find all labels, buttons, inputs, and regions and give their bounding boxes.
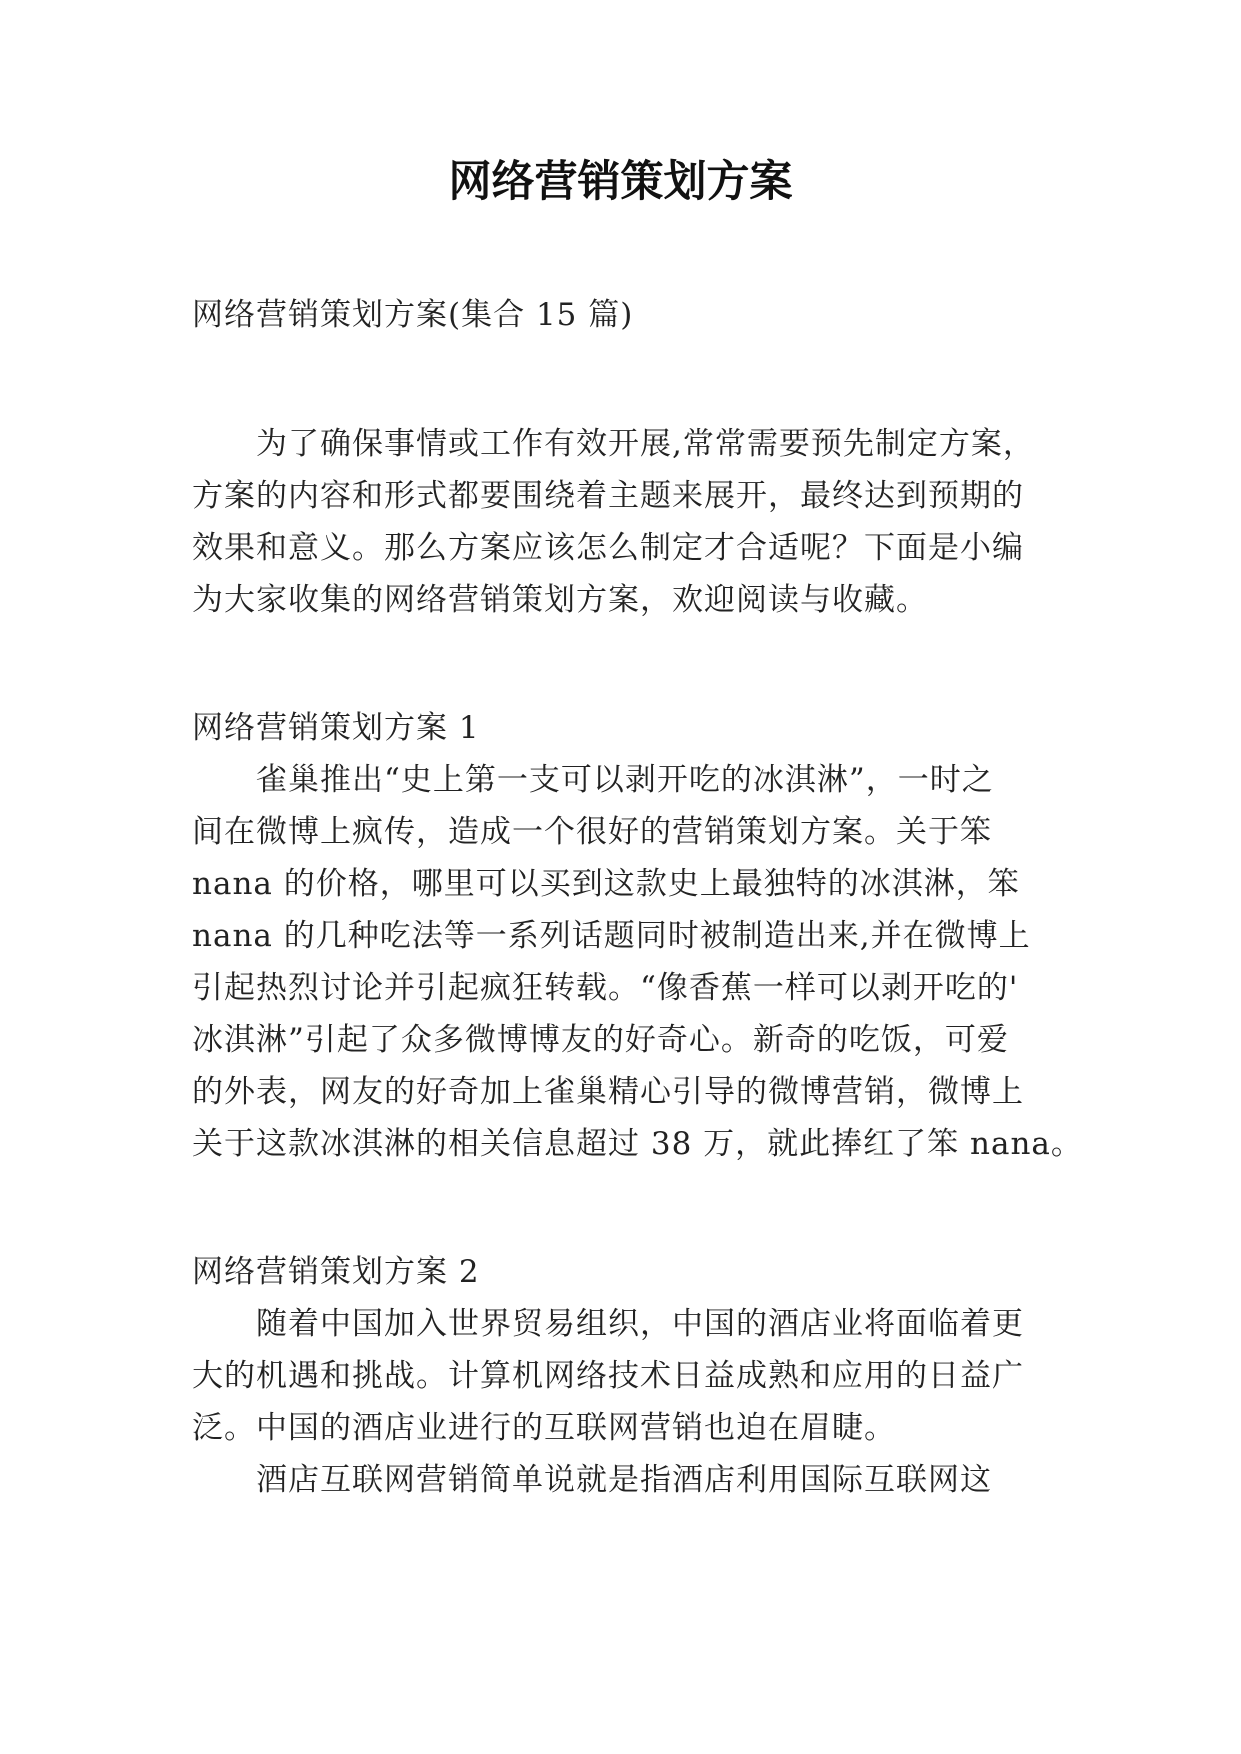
document-subtitle: 网络营销策划方案(集合 15 篇) (192, 297, 634, 333)
body-line: 冰淇淋”引起了众多微博博友的好奇心。新奇的吃饭，可爱 (192, 1022, 1009, 1058)
body-line: nana 的几种吃法等一系列话题同时被制造出来,并在微博上 (192, 918, 1031, 954)
body-line: 的外表，网友的好奇加上雀巢精心引导的微博营销，微博上 (192, 1074, 1024, 1110)
body-line: 间在微博上疯传，造成一个很好的营销策划方案。关于笨 (192, 814, 992, 850)
body-line: 关于这款冰淇淋的相关信息超过 38 万，就此捧红了笨 nana。 (192, 1126, 1083, 1162)
section-heading: 网络营销策划方案 2 (192, 1254, 480, 1290)
body-line: nana 的价格，哪里可以买到这款史上最独特的冰淇淋，笨 (192, 866, 1020, 902)
intro-line: 方案的内容和形式都要围绕着主题来展开，最终达到预期的 (192, 478, 1024, 514)
body-line: 随着中国加入世界贸易组织，中国的酒店业将面临着更 (192, 1306, 1024, 1342)
body-line: 雀巢推出“史上第一支可以剥开吃的冰淇淋”，一时之 (192, 762, 994, 798)
intro-line: 效果和意义。那么方案应该怎么制定才合适呢？下面是小编 (192, 530, 1024, 566)
body-line: 酒店互联网营销简单说就是指酒店利用国际互联网这 (192, 1462, 992, 1498)
body-line: 大的机遇和挑战。计算机网络技术日益成熟和应用的日益广 (192, 1358, 1024, 1394)
document-title: 网络营销策划方案 (448, 157, 793, 207)
intro-line: 为了确保事情或工作有效开展,常常需要预先制定方案， (192, 426, 1035, 462)
section-heading: 网络营销策划方案 1 (192, 710, 480, 746)
body-line: 引起热烈讨论并引起疯狂转载。“像香蕉一样可以剥开吃的' (192, 970, 1019, 1006)
intro-line: 为大家收集的网络营销策划方案，欢迎阅读与收藏。 (192, 582, 928, 618)
body-line: 泛。中国的酒店业进行的互联网营销也迫在眉睫。 (192, 1410, 896, 1446)
